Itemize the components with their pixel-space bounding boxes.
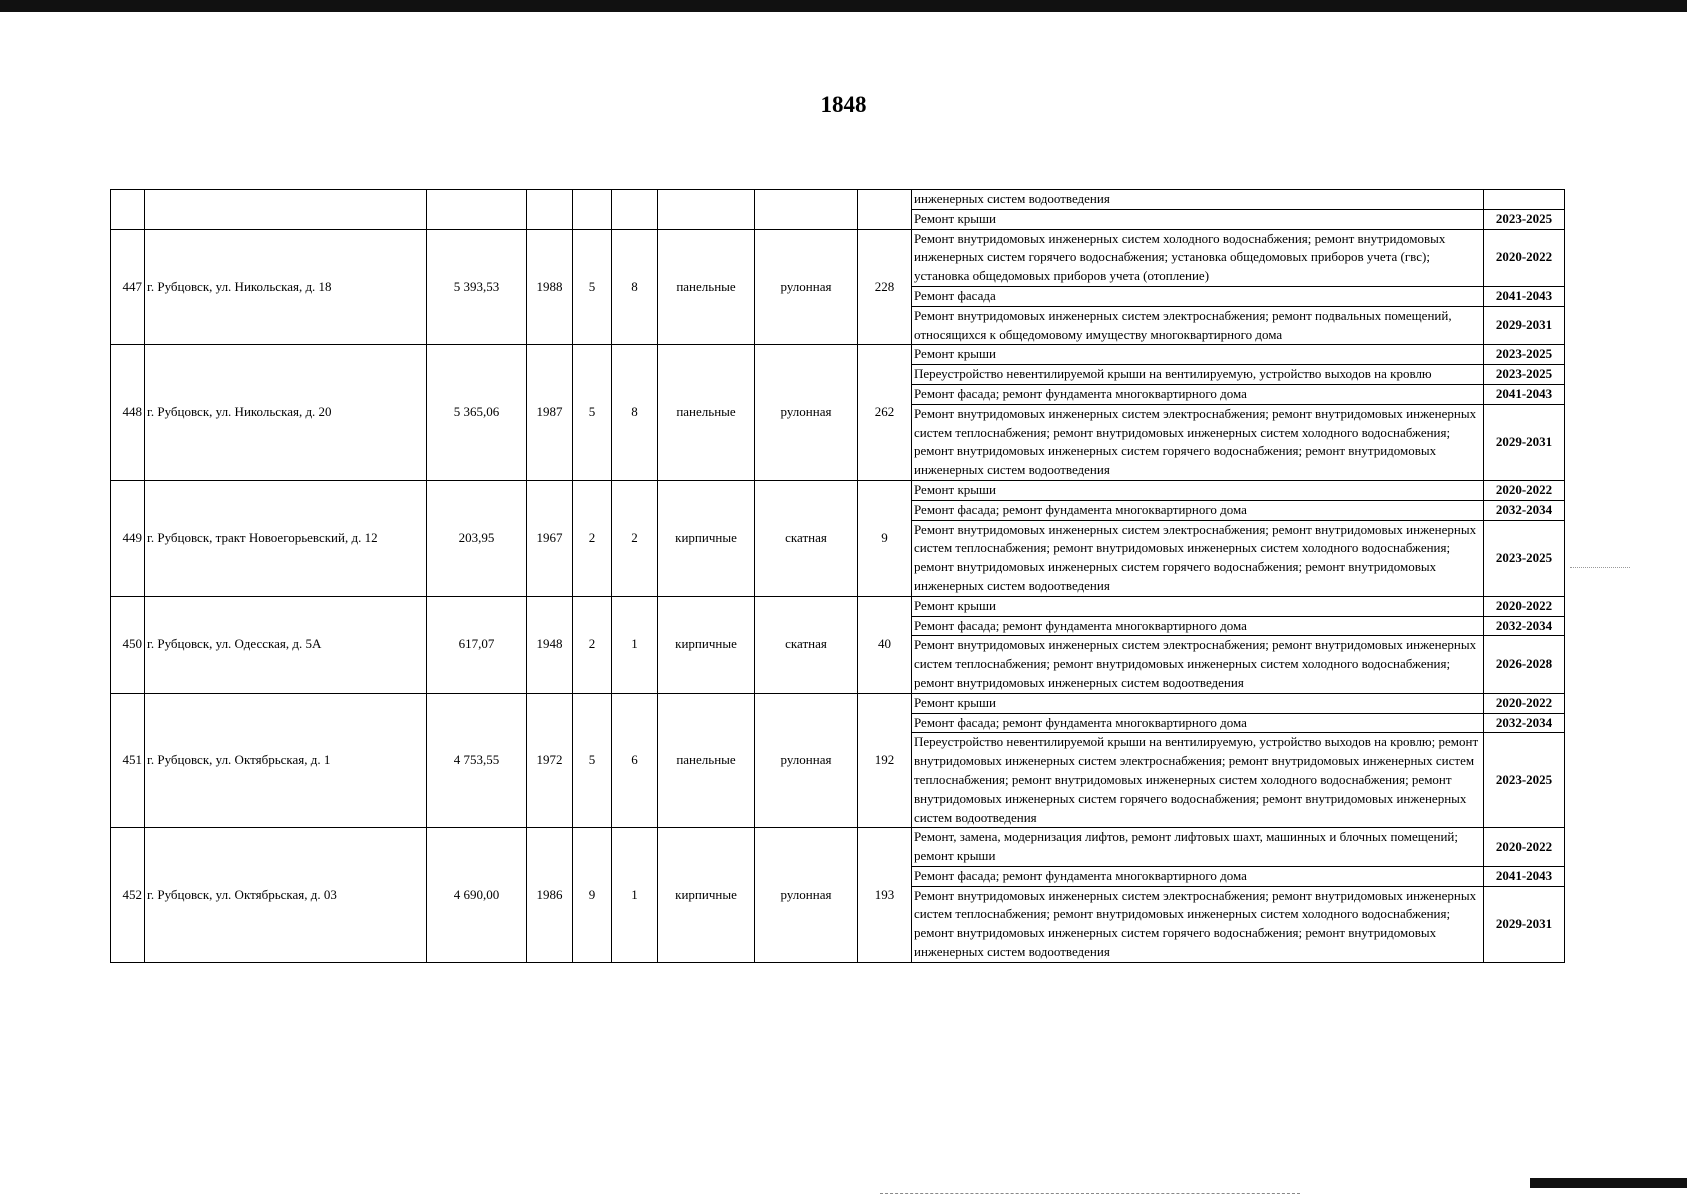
entrances-cell: 1 (612, 596, 658, 693)
row-number-cell: 449 (111, 480, 145, 596)
work-description-cell: Переустройство невентилируемой крыши на вентилируемую, устройство выходов на кровлю (912, 365, 1484, 385)
work-period-cell: 2020-2022 (1484, 828, 1565, 867)
work-description-cell: Ремонт фасада; ремонт фундамента многоквартирного дома (912, 500, 1484, 520)
work-description-cell: Ремонт, замена, модернизация лифтов, ремонт лифтовых шахт, машинных и блочных помещений; ремонт крыши (912, 828, 1484, 867)
empty-cell (527, 190, 573, 230)
row-number-cell: 450 (111, 596, 145, 693)
work-description-cell: Ремонт крыши (912, 345, 1484, 365)
residents-cell: 40 (858, 596, 912, 693)
work-period-cell: 2032-2034 (1484, 713, 1565, 733)
work-description-cell: Ремонт внутридомовых инженерных систем электроснабжения; ремонт внутридомовых инженерных систем теплоснабжения; ремонт внутридомовых инженерных систем холодного водоснабжения; ремонт внутридомовых инженерных систем водоотведения (912, 636, 1484, 693)
page-number: 1848 (820, 92, 867, 117)
work-description-cell: Ремонт крыши (912, 480, 1484, 500)
residents-cell: 228 (858, 229, 912, 345)
table-row (111, 480, 1565, 500)
empty-cell (612, 190, 658, 230)
area-cell: 203,95 (427, 480, 527, 596)
work-description-cell: Ремонт фасада; ремонт фундамента многоквартирного дома (912, 713, 1484, 733)
address-cell: г. Рубцовск, ул. Никольская, д. 20 (145, 345, 427, 481)
work-period-cell: 2041-2043 (1484, 384, 1565, 404)
work-description-cell: инженерных систем водоотведения (912, 190, 1484, 210)
work-description-cell: Ремонт фасада; ремонт фундамента многоквартирного дома (912, 866, 1484, 886)
wall-material-cell: кирпичные (658, 828, 755, 963)
roof-type-cell: рулонная (755, 229, 858, 345)
wall-material-cell: панельные (658, 693, 755, 828)
work-description-cell: Ремонт крыши (912, 209, 1484, 229)
row-number-cell: 452 (111, 828, 145, 963)
table-row (111, 229, 1565, 286)
work-period-cell: 2041-2043 (1484, 866, 1565, 886)
floors-cell: 5 (573, 229, 612, 345)
work-description-cell: Ремонт фасада; ремонт фундамента многоквартирного дома (912, 616, 1484, 636)
area-cell: 617,07 (427, 596, 527, 693)
work-period-cell: 2023-2025 (1484, 733, 1565, 828)
work-period-cell: 2020-2022 (1484, 229, 1565, 286)
empty-cell (111, 190, 145, 230)
work-period-cell: 2029-2031 (1484, 886, 1565, 962)
wall-material-cell: кирпичные (658, 596, 755, 693)
area-cell: 4 753,55 (427, 693, 527, 828)
repair-program-table (110, 189, 1565, 963)
work-period-cell: 2020-2022 (1484, 693, 1565, 713)
year-built-cell: 1948 (527, 596, 573, 693)
floors-cell: 5 (573, 693, 612, 828)
floors-cell: 9 (573, 828, 612, 963)
row-number-cell: 447 (111, 229, 145, 345)
table-row (111, 693, 1565, 713)
row-number-cell: 448 (111, 345, 145, 481)
work-period-cell: 2032-2034 (1484, 616, 1565, 636)
roof-type-cell: рулонная (755, 828, 858, 963)
roof-type-cell: рулонная (755, 693, 858, 828)
address-cell: г. Рубцовск, ул. Никольская, д. 18 (145, 229, 427, 345)
year-built-cell: 1987 (527, 345, 573, 481)
work-description-cell: Ремонт фасада (912, 286, 1484, 306)
year-built-cell: 1988 (527, 229, 573, 345)
work-period-cell: 2020-2022 (1484, 596, 1565, 616)
empty-cell (145, 190, 427, 230)
entrances-cell: 8 (612, 229, 658, 345)
year-built-cell: 1986 (527, 828, 573, 963)
work-period-cell: 2029-2031 (1484, 404, 1565, 480)
roof-type-cell: скатная (755, 596, 858, 693)
scan-edge-top (0, 0, 1687, 12)
work-period-cell: 2032-2034 (1484, 500, 1565, 520)
wall-material-cell: панельные (658, 229, 755, 345)
work-period-cell: 2029-2031 (1484, 306, 1565, 345)
scan-artifact-line (880, 1193, 1300, 1195)
table-row (111, 345, 1565, 365)
work-description-cell: Ремонт фасада; ремонт фундамента многоквартирного дома (912, 384, 1484, 404)
row-number-cell: 451 (111, 693, 145, 828)
work-description-cell: Ремонт внутридомовых инженерных систем холодного водоснабжения; ремонт внутридомовых инженерных систем горячего водоснабжения; установка общедомовых приборов учета (гвс); установка общедомовых приборов учета (отопление) (912, 229, 1484, 286)
residents-cell: 192 (858, 693, 912, 828)
work-description-cell: Переустройство невентилируемой крыши на вентилируемую, устройство выходов на кровлю; ремонт внутридомовых инженерных систем электроснабжения; ремонт внутридомовых инженерных систем теплоснабжения; ремонт внутридомовых инженерных систем холодного водоснабжения; ремонт внутридомовых инженерных систем горячего водоснабжения; ремонт внутридомовых инженерных систем водоотведения (912, 733, 1484, 828)
address-cell: г. Рубцовск, тракт Новоегорьевский, д. 12 (145, 480, 427, 596)
roof-type-cell: рулонная (755, 345, 858, 481)
wall-material-cell: панельные (658, 345, 755, 481)
address-cell: г. Рубцовск, ул. Одесская, д. 5А (145, 596, 427, 693)
scan-edge-bottom (1530, 1178, 1687, 1188)
table-row (111, 828, 1565, 867)
work-description-cell: Ремонт внутридомовых инженерных систем электроснабжения; ремонт внутридомовых инженерных систем теплоснабжения; ремонт внутридомовых инженерных систем холодного водоснабжения; ремонт внутридомовых инженерных систем горячего водоснабжения; ремонт внутридомовых инженерных систем водоотведения (912, 886, 1484, 962)
address-cell: г. Рубцовск, ул. Октябрьская, д. 1 (145, 693, 427, 828)
work-description-cell: Ремонт внутридомовых инженерных систем электроснабжения; ремонт подвальных помещений, относящихся к общедомовому имуществу многоквартирного дома (912, 306, 1484, 345)
work-period-cell: 2041-2043 (1484, 286, 1565, 306)
work-description-cell: Ремонт крыши (912, 693, 1484, 713)
empty-cell (755, 190, 858, 230)
residents-cell: 9 (858, 480, 912, 596)
address-cell: г. Рубцовск, ул. Октябрьская, д. 03 (145, 828, 427, 963)
work-period-cell: 2020-2022 (1484, 480, 1565, 500)
entrances-cell: 6 (612, 693, 658, 828)
scan-artifact-dots (1570, 567, 1630, 569)
work-period-cell (1484, 190, 1565, 210)
empty-cell (658, 190, 755, 230)
table-row (111, 596, 1565, 616)
empty-cell (858, 190, 912, 230)
table-body (111, 190, 1565, 963)
entrances-cell: 1 (612, 828, 658, 963)
work-description-cell: Ремонт внутридомовых инженерных систем электроснабжения; ремонт внутридомовых инженерных систем теплоснабжения; ремонт внутридомовых инженерных систем холодного водоснабжения; ремонт внутридомовых инженерных систем горячего водоснабжения; ремонт внутридомовых инженерных систем водоотведения (912, 404, 1484, 480)
area-cell: 5 365,06 (427, 345, 527, 481)
work-period-cell: 2023-2025 (1484, 520, 1565, 596)
work-period-cell: 2023-2025 (1484, 209, 1565, 229)
residents-cell: 262 (858, 345, 912, 481)
entrances-cell: 2 (612, 480, 658, 596)
work-description-cell: Ремонт внутридомовых инженерных систем электроснабжения; ремонт внутридомовых инженерных систем теплоснабжения; ремонт внутридомовых инженерных систем холодного водоснабжения; ремонт внутридомовых инженерных систем горячего водоснабжения; ремонт внутридомовых инженерных систем водоотведения (912, 520, 1484, 596)
work-description-cell: Ремонт крыши (912, 596, 1484, 616)
floors-cell: 2 (573, 596, 612, 693)
wall-material-cell: кирпичные (658, 480, 755, 596)
entrances-cell: 8 (612, 345, 658, 481)
floors-cell: 5 (573, 345, 612, 481)
floors-cell: 2 (573, 480, 612, 596)
roof-type-cell: скатная (755, 480, 858, 596)
work-period-cell: 2026-2028 (1484, 636, 1565, 693)
area-cell: 5 393,53 (427, 229, 527, 345)
work-period-cell: 2023-2025 (1484, 365, 1565, 385)
table-row (111, 190, 1565, 210)
empty-cell (427, 190, 527, 230)
area-cell: 4 690,00 (427, 828, 527, 963)
work-period-cell: 2023-2025 (1484, 345, 1565, 365)
year-built-cell: 1967 (527, 480, 573, 596)
year-built-cell: 1972 (527, 693, 573, 828)
residents-cell: 193 (858, 828, 912, 963)
empty-cell (573, 190, 612, 230)
